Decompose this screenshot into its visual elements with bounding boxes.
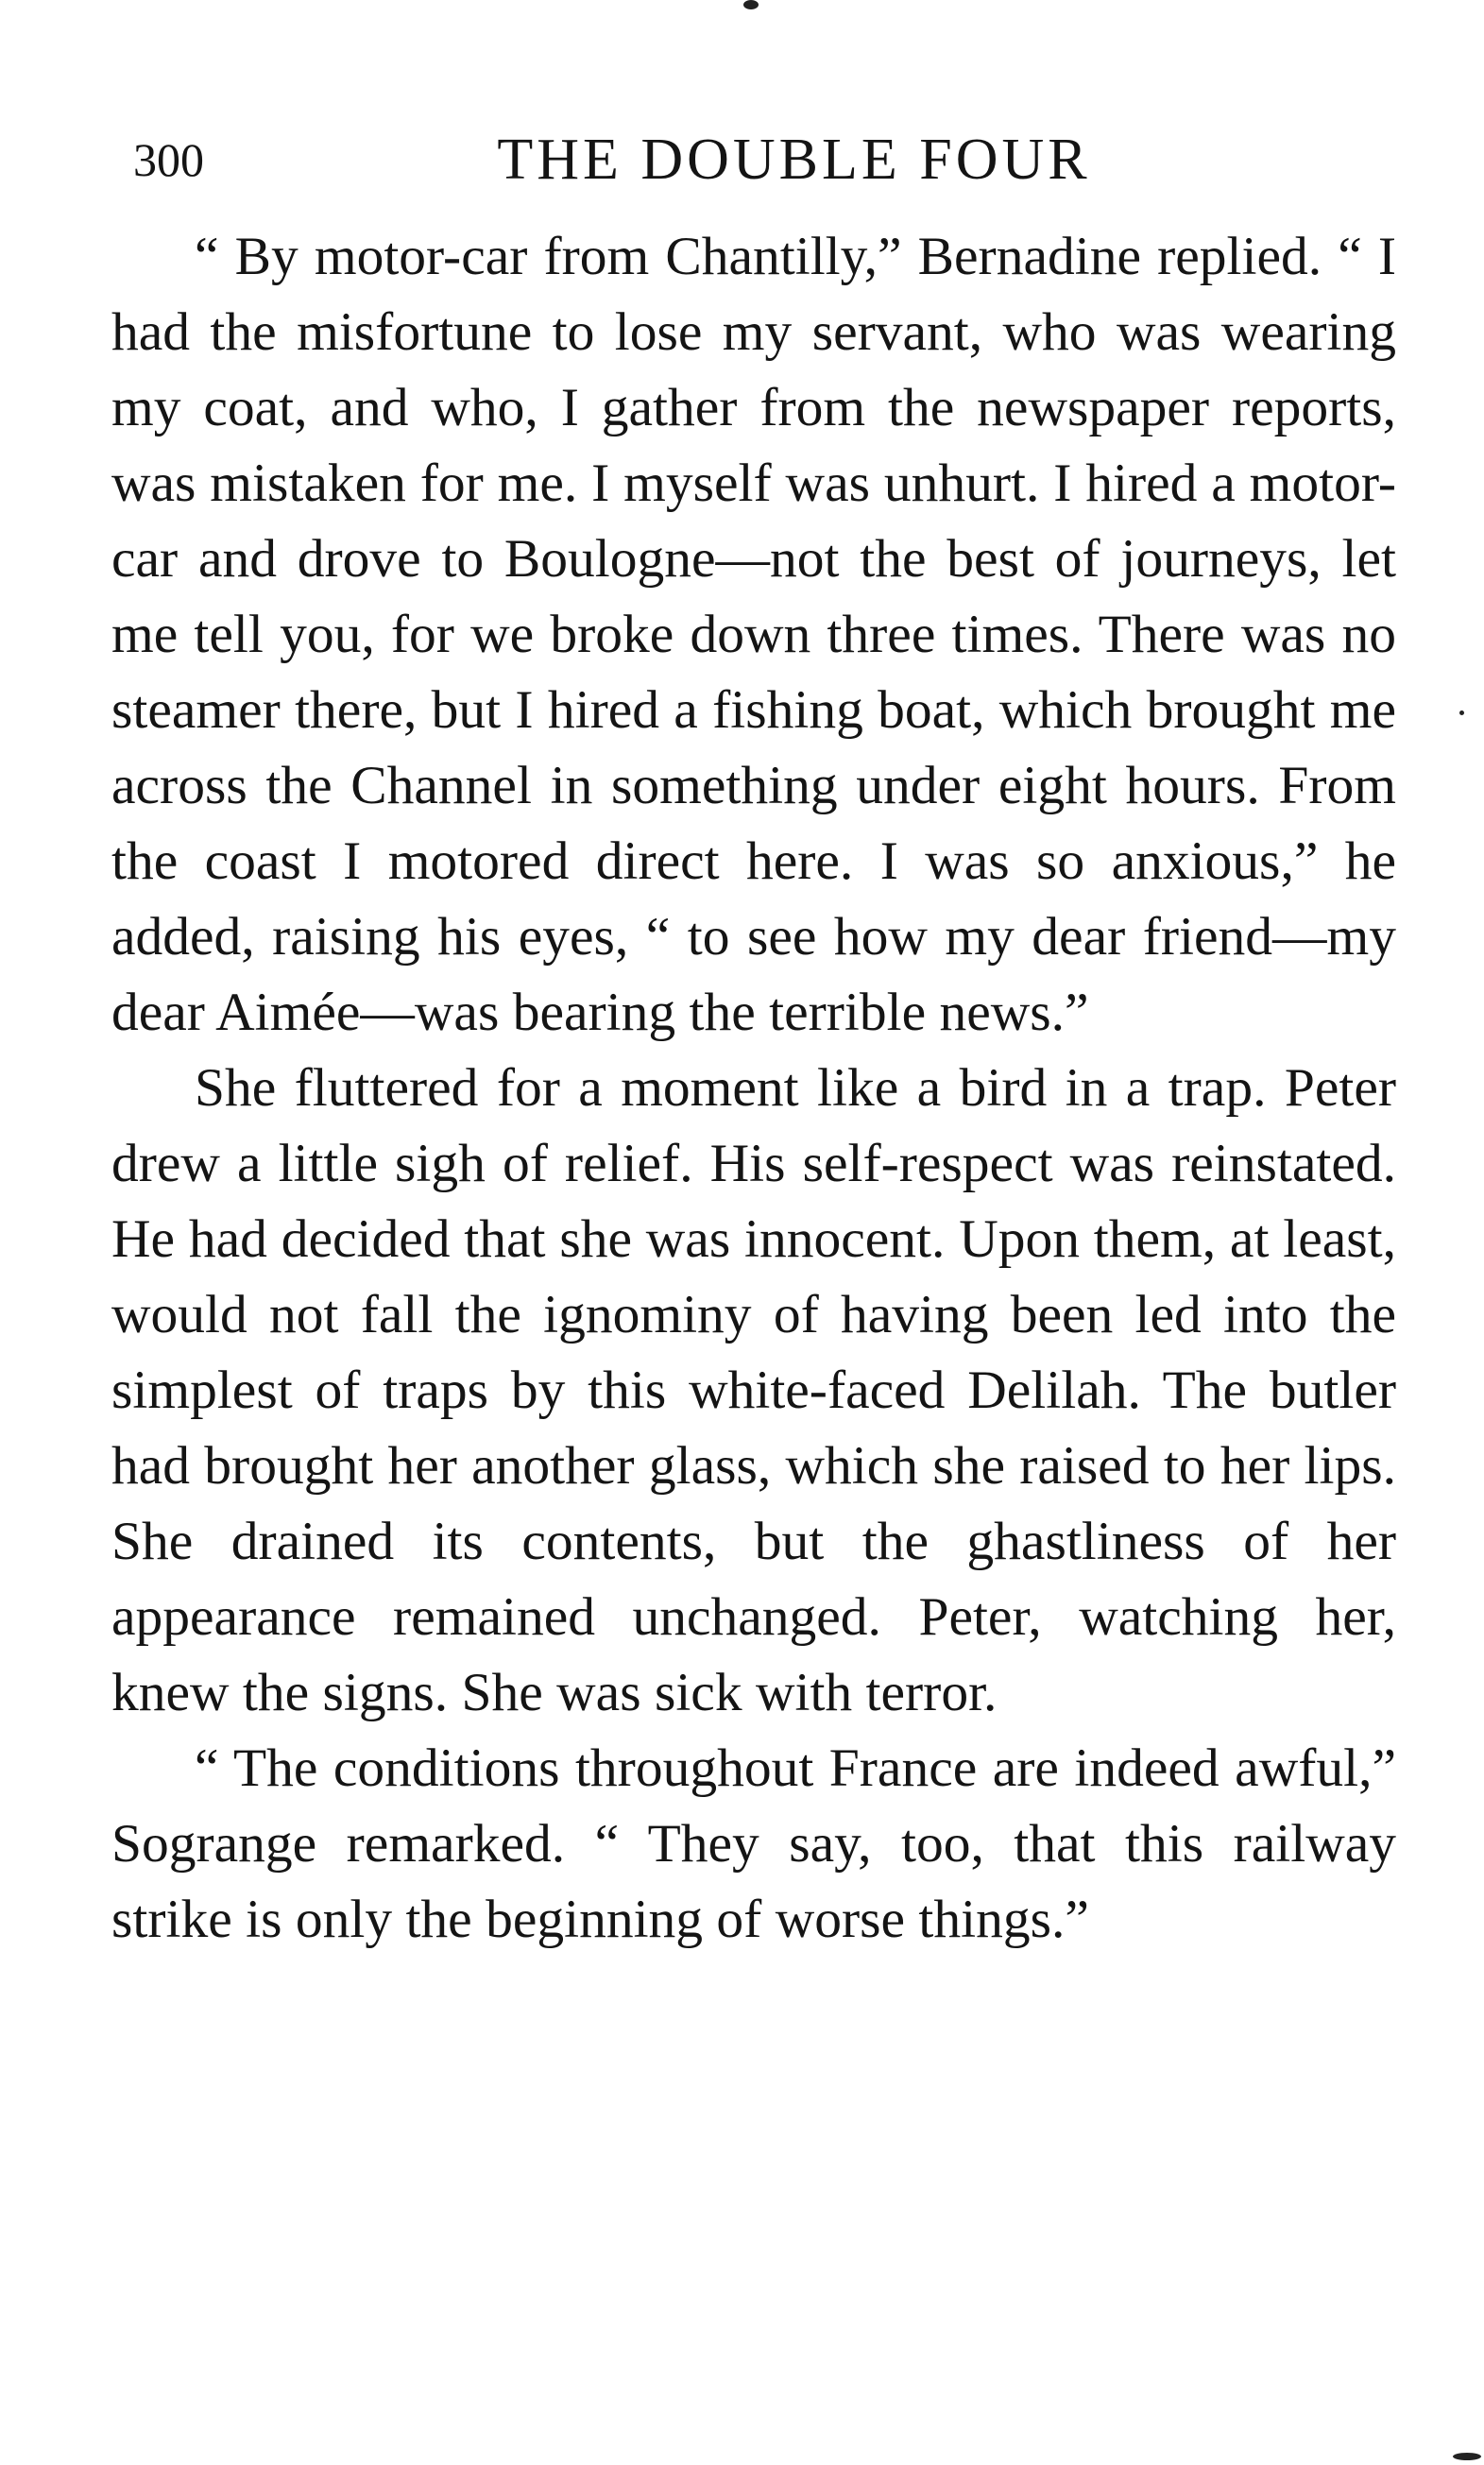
paragraph-bernadine-reply: “ By motor-car from Chantilly,” Bernadine replied. “ I had the misfortune to lose my servant, who was wearing my coat, and who, I gather from the newspaper reports, was mistaken for me. I myself was unhurt. I hired a motor-car and drove to Boulogne—not the best of journeys, let me tell you, for we broke down three times. There was no steamer there, but I hired a fishing boat, which brought me across the Channel in something under eight hours. From the coast I motored direct here. I was so anxious,” he added, raising his eyes, “ to see how my dear friend—my dear Aimée—was bearing the terrible news.” <box>111 227 1396 1042</box>
paragraph-sogrange-remark: “ The conditions throughout France are indeed awful,” Sogrange remarked. “ They say, too, that this railway strike is only the beginning of worse things.” <box>111 1738 1396 1949</box>
ink-speck-bottom <box>1453 2453 1481 2460</box>
ink-speck-top <box>743 0 759 9</box>
body-text <box>111 219 1396 1958</box>
page-header <box>126 126 1396 194</box>
running-head: THE DOUBLE FOUR <box>497 128 1091 192</box>
paragraph-she-fluttered: She fluttered for a moment like a bird in a trap. Peter drew a little sigh of relief. His self-respect was reinstated. He had decided that she was innocent. Upon them, at least, would not fall the ignominy of having been led into the simplest of traps by this white-faced Delilah. The butler had brought her another glass, which she raised to her lips. She drained its contents, but the ghastliness of her appearance remained unchanged. Peter, watching her, knew the signs. She was sick with terror. <box>111 1058 1396 1722</box>
ink-speck-margin <box>1459 710 1464 715</box>
page-number: 300 <box>133 133 204 186</box>
